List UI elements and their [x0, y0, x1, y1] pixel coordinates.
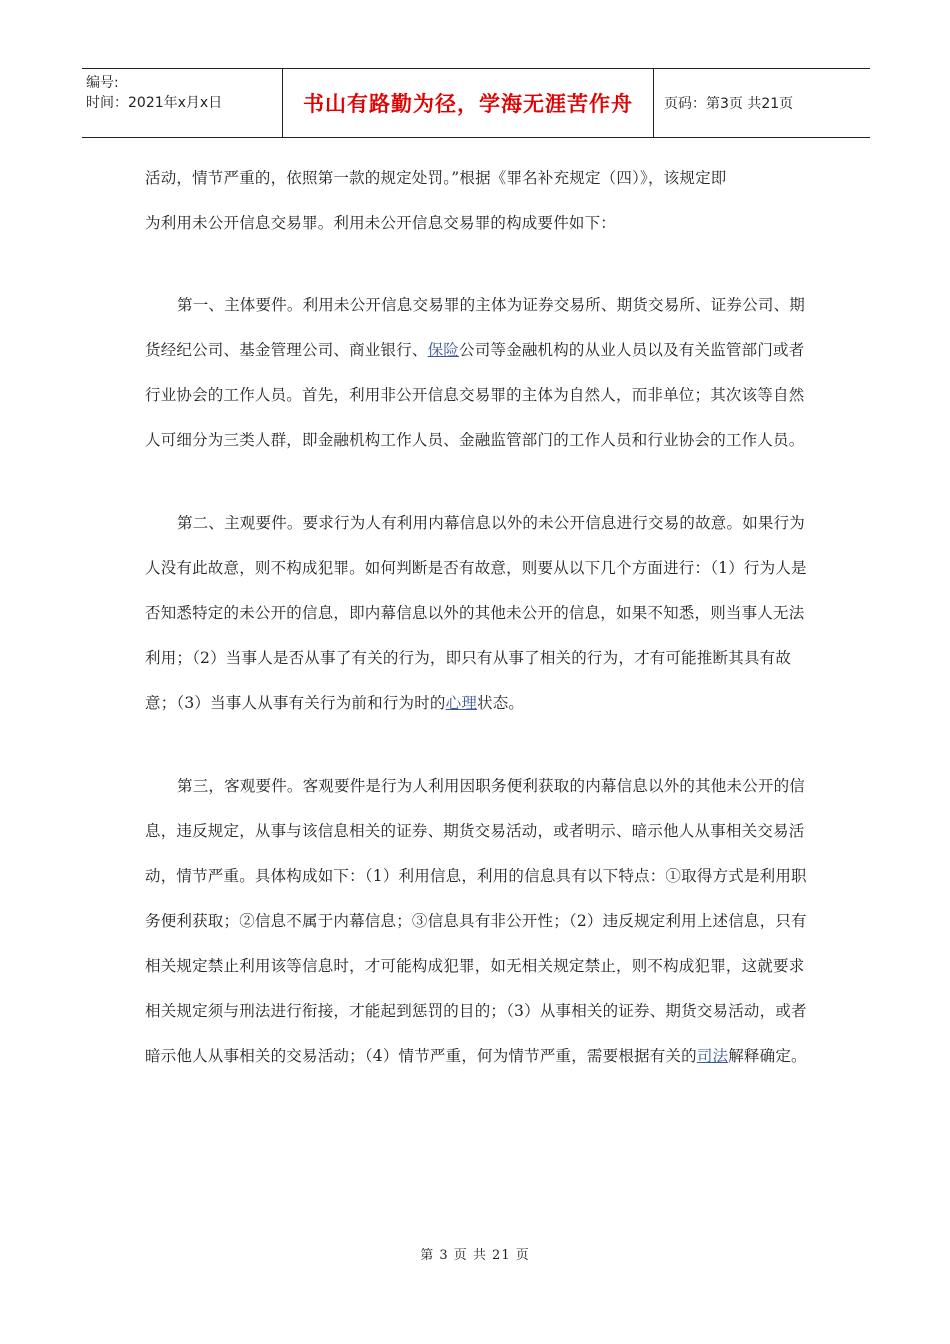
date-label: 时间：2021年x月x日: [86, 95, 223, 111]
paragraph-objective-requirement: [145, 764, 810, 1079]
doc-number-label: 编号:: [86, 75, 119, 91]
intro-line-1: 活动，情节严重的，依照第一款的规定处罚。”根据《罪名补充规定（四）》，该规定即: [145, 169, 727, 187]
header-page-info: 页码：第3页 共21页: [664, 96, 794, 112]
paragraph-text: 第三，客观要件。客观要件是行为人利用因职务便利获取的内幕信息以外的其他未公开的信息，违反规定，从事与该信息相关的证券、期货交易活动，或者明示、暗示他人从事相关交易活动，情节严重。具体构成如下：（1）利用信息，利用的信息具有以下特点：①取得方式是利用职务便利获取；②信息不属于内幕信息；③信息具有非公开性；（2）违反规定利用上述信息，只有相关规定禁止利用该等信息时，才可能构成犯罪，如无相关规定禁止，则不构成犯罪，这就要求相关规定须与刑法进行衔接，才能起到惩罚的目的；（3）从事相关的证券、期货交易活动，或者暗示他人从事相关的交易活动；（4）情节严重，何为情节严重，需要根据有关的: [145, 777, 807, 1065]
document-body: [145, 156, 810, 1079]
paragraph-text: 第一、主体要件。利用未公开信息交易罪的主体为证券交易所、期货交易所、证券公司、期货经纪公司、基金管理公司、商业银行、: [145, 296, 806, 359]
paragraph-intro: [145, 156, 810, 246]
link-insurance[interactable]: 保险: [427, 341, 460, 359]
paragraph-text: 公司等金融机构的从业人员以及有关监管部门或者行业协会的工作人员。首先，利用非公开信息交易罪的主体为自然人，而非单位；其次该等自然人可细分为三类人群，即金融机构工作人员、金融监管部门的工作人员和行业协会的工作人员。: [145, 341, 805, 449]
paragraph-text: 第二、主观要件。要求行为人有利用内幕信息以外的未公开信息进行交易的故意。如果行为人没有此故意，则不构成犯罪。如何判断是否有故意，则要从以下几个方面进行：（1）行为人是否知悉特定的未公开的信息，即内幕信息以外的其他未公开的信息，如果不知悉，则当事人无法利用；（2）当事人是否从事了有关的行为，即只有从事了相关的行为，才有可能推断其具有故意；（3）当事人从事有关行为前和行为时的: [145, 514, 807, 712]
link-psychology[interactable]: 心理: [445, 694, 478, 712]
page-footer: 第 3 页 共 21 页: [420, 1248, 530, 1263]
paragraph-subjective-requirement: [145, 501, 810, 726]
link-judicial[interactable]: 司法: [696, 1047, 729, 1065]
document-header: [82, 68, 870, 138]
header-meta: [82, 69, 282, 137]
header-motto: 书山有路勤为径，学海无涯苦作舟: [282, 69, 654, 137]
paragraph-text: 状态。: [477, 694, 525, 712]
paragraph-subject-requirement: [145, 283, 810, 463]
intro-line-2: 为利用未公开信息交易罪。利用未公开信息交易罪的构成要件如下：: [145, 214, 617, 232]
paragraph-text: 解释确定。: [728, 1047, 807, 1065]
